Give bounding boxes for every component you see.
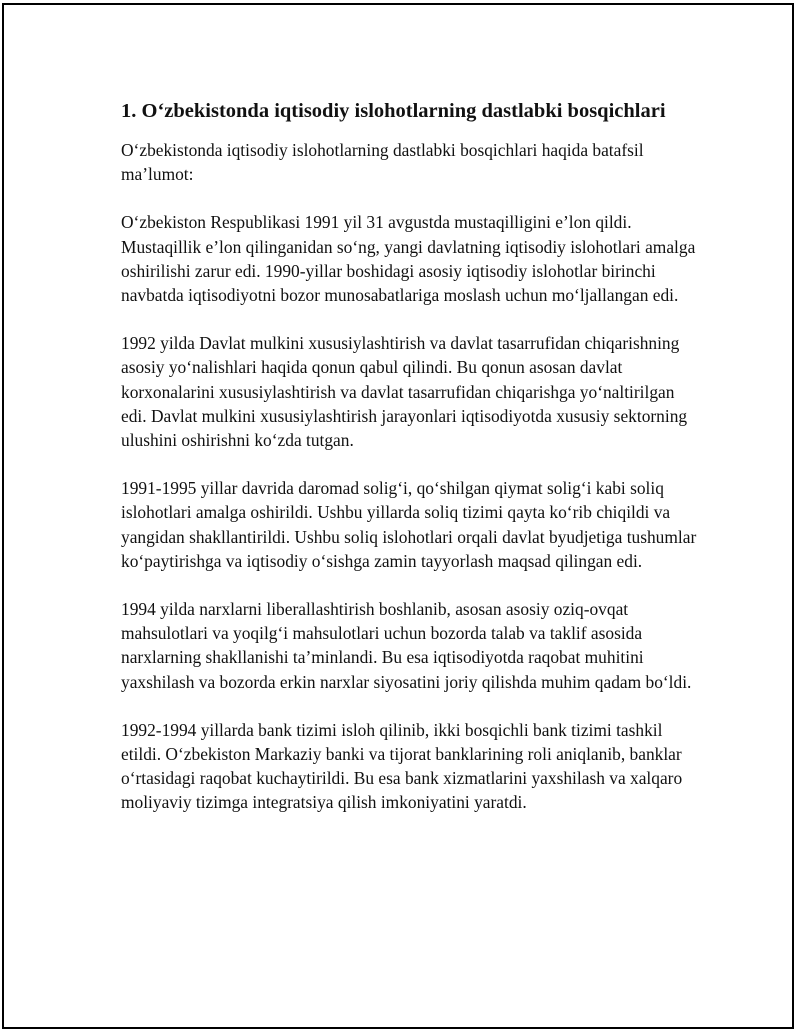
- paragraph-tax-reform: 1991-1995 yillar davrida daromad solig‘i, qo‘shilgan qiymat solig‘i kabi soliq islohotlari amalga oshirildi. Ushbu yillarda soliq tizimi qayta ko‘rib chiqildi va yangidan shakllantirildi. Ushbu soliq islohotlari orqali davlat byudjetiga tushumlar ko‘paytirishga va iqtisodiy o‘sishga zamin tayyorlash maqsad qilingan edi.: [121, 478, 697, 571]
- paragraph-independence: O‘zbekiston Respublikasi 1991 yil 31 avgustda mustaqilligini e’lon qildi. Mustaqillik e’lon qilinganidan so‘ng, yangi davlatning iqtisodiy islohotlari amalga oshirilishi zarur edi. 1990-yillar boshidagi asosiy iqtisodiy islohotlar birinchi navbatda iqtisodiyotni bozor munosabatlariga moslash uchun mo‘ljallangan edi.: [121, 212, 696, 306]
- paragraph-price-liberalization: 1994 yilda narxlarni liberallashtirish boshlanib, asosan asosiy oziq-ovqat mahsulotlari va yoqilg‘i mahsulotlari uchun bozorda talab va taklif asosida narxlarning shakllanishi ta’minlandi. Bu esa iqtisodiyotda raqobat muhitini yaxshilash va bozorda erkin narxlar siyosatini joriy qilishda muhim qadam bo‘ldi.: [121, 599, 692, 692]
- paragraph-intro: O‘zbekistonda iqtisodiy islohotlarning dastlabki bosqichlari haqida batafsil ma’lumot:: [121, 140, 644, 185]
- section-title: 1. O‘zbekistonda iqtisodiy islohotlarning dastlabki bosqichlari: [121, 100, 666, 122]
- page-frame: [2, 3, 794, 1029]
- document-body: [121, 97, 701, 839]
- paragraph-banking-reform: 1992-1994 yillarda bank tizimi isloh qilinib, ikki bosqichli bank tizimi tashkil etildi. O‘zbekiston Markaziy banki va tijorat banklarining roli aniqlanib, banklar o‘rtasidagi raqobat kuchaytirildi. Bu esa bank xizmatlarini yaxshilash va xalqaro moliyaviy tizimga integratsiya qilish imkoniyatini yaratdi.: [121, 719, 683, 813]
- paragraph-privatization: 1992 yilda Davlat mulkini xususiylashtirish va davlat tasarrufidan chiqarishning asosiy yo‘nalishlari haqida qonun qabul qilindi. Bu qonun asosan davlat korxonalarini xususiylashtirish va davlat tasarrufidan chiqarishga yo‘naltirilgan edi. Davlat mulkini xususiylashtirish jarayonlari iqtisodiyotda xususiy sektorning ulushini oshirishni ko‘zda tutgan.: [121, 333, 688, 451]
